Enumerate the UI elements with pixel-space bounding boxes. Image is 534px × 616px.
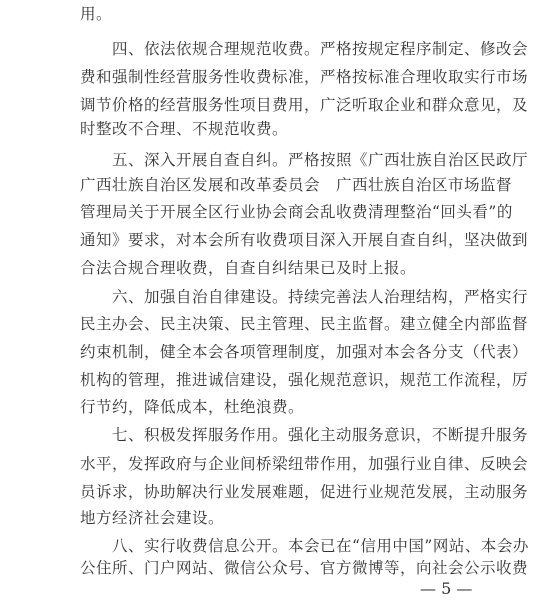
text-line-3: 费和强制性经营服务性收费标准，严格按标准合理收取实行市场 [80, 68, 529, 86]
text-line-6: 五、深入开展自查自纠。严格按照《广西壮族自治区民政厅 [112, 151, 529, 169]
text-line-1: 用。 [80, 5, 113, 23]
page-number: — 5 — [420, 579, 473, 598]
text-line-8: 管理局关于开展全区行业协会商会乱收费清理整治“回头看”的 [80, 203, 513, 221]
text-line-21: 公住所、门户网站、微信公众号、官方微博等，向社会公示收费 [80, 559, 529, 577]
text-line-2: 四、依法依规合理规范收费。严格按规定程序制定、修改会 [112, 40, 529, 58]
text-line-18: 员诉求，协助解决行业发展难题，促进行业规范发展，主动服务 [80, 483, 529, 501]
text-line-15: 行节约，降低成本，杜绝浪费。 [80, 398, 305, 416]
text-line-13: 约束机制，健全本会各项管理制度，加强对本会各分支（代表） [80, 343, 529, 361]
text-line-9: 通知》要求，对本会所有收费项目深入开展自查自纠，坚决做到 [80, 231, 529, 249]
text-line-10: 合法合规合理收费，自查自纠结果已及时上报。 [80, 259, 417, 277]
text-line-20: 八、实行收费信息公开。本会已在“信用中国”网站、本会办 [112, 537, 529, 555]
text-line-4: 调节价格的经营服务性项目费用，广泛听取企业和群众意见，及 [80, 96, 529, 114]
text-line-7: 广西壮族自治区发展和改革委员会 广西壮族自治区市场监督 [80, 176, 513, 194]
text-line-17: 水平，发挥政府与企业间桥梁纽带作用，加强行业自律、反映会 [80, 455, 529, 473]
text-line-5: 时整改不合理、不规范收费。 [80, 120, 289, 138]
text-line-16: 七、积极发挥服务作用。强化主动服务意识，不断提升服务 [112, 426, 529, 444]
text-line-19: 地方经济社会建设。 [80, 509, 225, 527]
text-line-14: 机构的管理，推进诚信建设，强化规范意识，规范工作流程，厉 [80, 371, 529, 389]
text-line-12: 民主办会、民主决策、民主管理、民主监督。建立健全内部监督 [80, 315, 529, 333]
text-line-11: 六、加强自治自律建设。持续完善法人治理结构，严格实行 [112, 288, 529, 306]
